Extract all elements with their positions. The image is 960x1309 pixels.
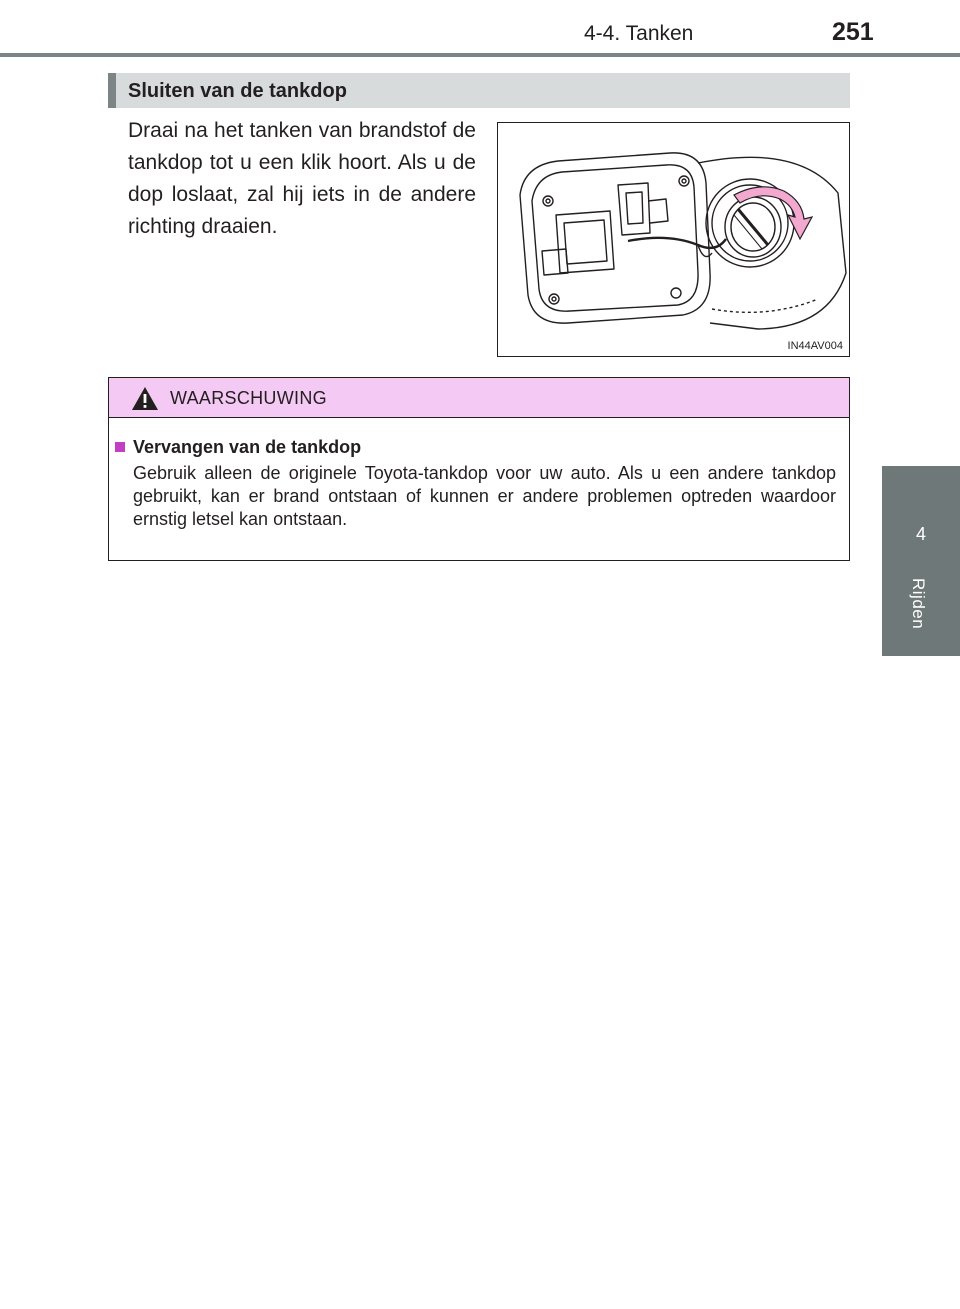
fuel-door-drawing [498, 123, 851, 358]
warning-subheading: Vervangen van de tankdop [133, 437, 362, 457]
hinge-bracket [618, 183, 650, 235]
section-heading-text: Sluiten van de tankdop [128, 80, 347, 102]
section-body-text: Draai na het tanken van brandstof de tankdop tot u een klik hoort. Als u de dop loslaat, zal hij iets in de andere richting draaien. [128, 119, 476, 238]
rotation-arrow-icon [734, 187, 812, 239]
header-divider [0, 53, 960, 57]
screw [679, 176, 689, 186]
chapter-side-tab [882, 466, 960, 656]
warning-header [109, 378, 849, 418]
figure-code: IN44AV004 [787, 340, 843, 352]
screw [671, 288, 681, 298]
warning-box [108, 377, 850, 561]
body-panel [698, 157, 846, 329]
bullet-square-icon [115, 442, 125, 452]
warning-triangle-icon [131, 386, 159, 411]
section-heading [108, 73, 850, 108]
latch-tab [542, 249, 568, 275]
fuel-cap-illustration [497, 122, 850, 357]
header-section-title: 4-4. Tanken [584, 22, 694, 45]
chapter-label: Rijden [909, 578, 928, 630]
chapter-number: 4 [915, 524, 926, 544]
page-number: 251 [832, 18, 874, 46]
warning-title: WAARSCHUWING [170, 388, 327, 408]
screw [549, 294, 559, 304]
screw [543, 196, 553, 206]
warning-body-text: Gebruik alleen de originele Toyota-tankdop voor uw auto. Als u een andere tankdop gebruikt, kan er brand ontstaan of kunnen er andere problemen optreden waardoor ernstig letsel kan ontstaan. [133, 463, 836, 529]
